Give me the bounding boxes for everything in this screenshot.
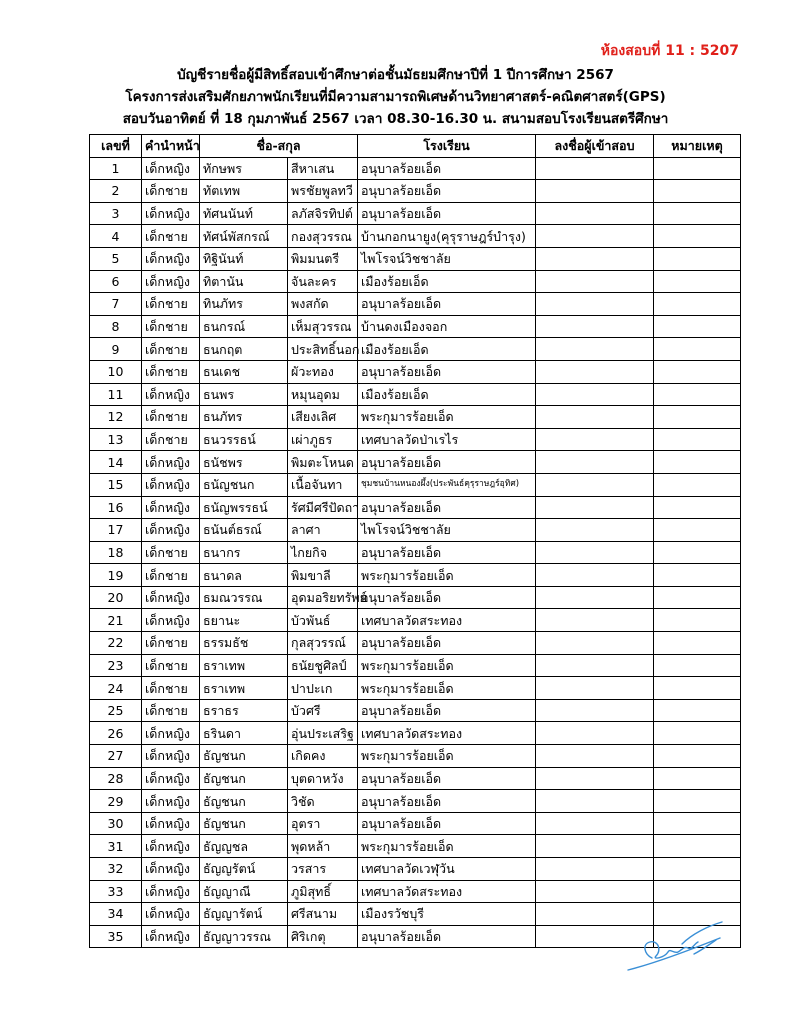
row-prefix: เด็กชาย <box>142 225 200 248</box>
row-first-name: ธรรมธัช <box>200 632 288 655</box>
row-number: 1 <box>90 157 142 180</box>
row-note-cell <box>654 338 741 361</box>
row-first-name: ธนัญพรรธน์ <box>200 496 288 519</box>
row-prefix: เด็กหญิง <box>142 496 200 519</box>
row-last-name: วิชัด <box>288 790 358 813</box>
table-row <box>90 699 741 722</box>
row-first-name: ธนาดล <box>200 564 288 587</box>
row-note-cell <box>654 586 741 609</box>
row-first-name: ทินภัทร <box>200 293 288 316</box>
row-school: อนุบาลร้อยเอ็ด <box>358 699 536 722</box>
row-note-cell <box>654 473 741 496</box>
row-first-name: ธัญชนก <box>200 812 288 835</box>
table-row <box>90 315 741 338</box>
row-note-cell <box>654 225 741 248</box>
row-prefix: เด็กชาย <box>142 406 200 429</box>
header-sign: ลงชื่อผู้เข้าสอบ <box>536 135 654 158</box>
row-number: 22 <box>90 632 142 655</box>
row-first-name: ทักษพร <box>200 157 288 180</box>
row-prefix: เด็กหญิง <box>142 790 200 813</box>
row-sign-cell <box>536 247 654 270</box>
row-number: 21 <box>90 609 142 632</box>
row-prefix: เด็กหญิง <box>142 880 200 903</box>
row-number: 19 <box>90 564 142 587</box>
row-last-name: อุดมอริยทรัพย์ <box>288 586 358 609</box>
row-first-name: ธยานะ <box>200 609 288 632</box>
row-prefix: เด็กหญิง <box>142 903 200 926</box>
row-last-name: บุตดาหวัง <box>288 767 358 790</box>
row-last-name: พิมตะโหนด <box>288 451 358 474</box>
row-last-name: ไกยกิจ <box>288 541 358 564</box>
row-note-cell <box>654 180 741 203</box>
row-school: อนุบาลร้อยเอ็ด <box>358 293 536 316</box>
row-last-name: ประสิทธิ์นอก <box>288 338 358 361</box>
row-prefix: เด็กหญิง <box>142 745 200 768</box>
row-prefix: เด็กชาย <box>142 180 200 203</box>
row-sign-cell <box>536 496 654 519</box>
table-row <box>90 270 741 293</box>
table-row <box>90 790 741 813</box>
row-last-name: รัศมีศรีปัดถา <box>288 496 358 519</box>
row-first-name: ธัญญาณี <box>200 880 288 903</box>
row-school: บ้านกอกนายูง(คุรุราษฎร์บำรุง) <box>358 225 536 248</box>
row-prefix: เด็กหญิง <box>142 586 200 609</box>
title-line-2: โครงการส่งเสริมศักยภาพนักเรียนที่มีความสามารถพิเศษด้านวิทยาศาสตร์-คณิตศาสตร์(GPS) <box>125 89 666 105</box>
row-prefix: เด็กหญิง <box>142 609 200 632</box>
row-number: 16 <box>90 496 142 519</box>
row-last-name: ลภัสจิรทิปต์ <box>288 202 358 225</box>
table-row <box>90 225 741 248</box>
row-number: 29 <box>90 790 142 813</box>
row-prefix: เด็กหญิง <box>142 767 200 790</box>
row-note-cell <box>654 293 741 316</box>
row-school: พระกุมารร้อยเอ็ด <box>358 654 536 677</box>
row-number: 10 <box>90 360 142 383</box>
header-name: ชื่อ-สกุล <box>200 135 358 158</box>
row-first-name: ธัญชนก <box>200 767 288 790</box>
row-number: 31 <box>90 835 142 858</box>
row-note-cell <box>654 428 741 451</box>
row-school: อนุบาลร้อยเอ็ด <box>358 496 536 519</box>
row-last-name: ผัวะทอง <box>288 360 358 383</box>
exam-room-label: ห้องสอบที่ 11 : 5207 <box>600 43 739 59</box>
row-school: อนุบาลร้อยเอ็ด <box>358 925 536 948</box>
row-prefix: เด็กชาย <box>142 632 200 655</box>
row-number: 15 <box>90 473 142 496</box>
row-sign-cell <box>536 338 654 361</box>
row-last-name: เสียงเลิศ <box>288 406 358 429</box>
row-note-cell <box>654 745 741 768</box>
row-school: เมืองร้อยเอ็ด <box>358 338 536 361</box>
row-sign-cell <box>536 767 654 790</box>
table-row <box>90 202 741 225</box>
row-last-name: อุ่นประเสริฐ <box>288 722 358 745</box>
row-last-name: อุตรา <box>288 812 358 835</box>
row-number: 27 <box>90 745 142 768</box>
row-note-cell <box>654 406 741 429</box>
row-number: 8 <box>90 315 142 338</box>
row-sign-cell <box>536 360 654 383</box>
row-first-name: ธมณวรรณ <box>200 586 288 609</box>
table-row <box>90 383 741 406</box>
row-sign-cell <box>536 473 654 496</box>
row-sign-cell <box>536 586 654 609</box>
row-sign-cell <box>536 428 654 451</box>
table-row <box>90 541 741 564</box>
row-sign-cell <box>536 632 654 655</box>
row-number: 25 <box>90 699 142 722</box>
table-row <box>90 835 741 858</box>
row-note-cell <box>654 383 741 406</box>
row-number: 7 <box>90 293 142 316</box>
row-school: พระกุมารร้อยเอ็ด <box>358 745 536 768</box>
row-note-cell <box>654 699 741 722</box>
row-sign-cell <box>536 564 654 587</box>
row-school: เทศบาลวัดสระทอง <box>358 880 536 903</box>
table-row <box>90 654 741 677</box>
row-note-cell <box>654 677 741 700</box>
row-prefix: เด็กชาย <box>142 654 200 677</box>
row-note-cell <box>654 360 741 383</box>
row-school: เมืองร้อยเอ็ด <box>358 383 536 406</box>
row-first-name: ทิตานัน <box>200 270 288 293</box>
row-prefix: เด็กหญิง <box>142 451 200 474</box>
row-number: 2 <box>90 180 142 203</box>
table-row <box>90 564 741 587</box>
row-first-name: ธนเดช <box>200 360 288 383</box>
row-prefix: เด็กหญิง <box>142 925 200 948</box>
table-row <box>90 496 741 519</box>
row-school: อนุบาลร้อยเอ็ด <box>358 812 536 835</box>
table-row <box>90 586 741 609</box>
row-first-name: ธราธร <box>200 699 288 722</box>
row-sign-cell <box>536 699 654 722</box>
row-first-name: ธัญชนก <box>200 790 288 813</box>
row-school: พระกุมารร้อยเอ็ด <box>358 406 536 429</box>
row-prefix: เด็กหญิง <box>142 722 200 745</box>
row-note-cell <box>654 247 741 270</box>
row-prefix: เด็กหญิง <box>142 270 200 293</box>
row-number: 20 <box>90 586 142 609</box>
row-note-cell <box>654 157 741 180</box>
table-row <box>90 293 741 316</box>
row-last-name: สีหาเสน <box>288 157 358 180</box>
row-note-cell <box>654 315 741 338</box>
row-school: เทศบาลวัดสระทอง <box>358 722 536 745</box>
row-last-name: จันละคร <box>288 270 358 293</box>
row-first-name: ธราเทพ <box>200 654 288 677</box>
row-last-name: พงสกัด <box>288 293 358 316</box>
row-prefix: เด็กหญิง <box>142 383 200 406</box>
row-school: อนุบาลร้อยเอ็ด <box>358 202 536 225</box>
row-last-name: ภูมิสุทธิ์ <box>288 880 358 903</box>
row-note-cell <box>654 496 741 519</box>
row-last-name: เนื้อจันทา <box>288 473 358 496</box>
row-prefix: เด็กหญิง <box>142 812 200 835</box>
row-last-name: พรชัยพูลทวี <box>288 180 358 203</box>
row-number: 14 <box>90 451 142 474</box>
row-last-name: บัวพันธ์ <box>288 609 358 632</box>
table-row <box>90 338 741 361</box>
table-row <box>90 157 741 180</box>
row-last-name: ศรีสนาม <box>288 903 358 926</box>
header-school: โรงเรียน <box>358 135 536 158</box>
row-number: 35 <box>90 925 142 948</box>
row-number: 23 <box>90 654 142 677</box>
row-school: ไพโรจน์วิชชาลัย <box>358 519 536 542</box>
table-header-row <box>90 135 741 158</box>
row-prefix: เด็กหญิง <box>142 519 200 542</box>
row-first-name: ธนกฤต <box>200 338 288 361</box>
row-number: 4 <box>90 225 142 248</box>
row-prefix: เด็กชาย <box>142 360 200 383</box>
row-note-cell <box>654 609 741 632</box>
row-school: อนุบาลร้อยเอ็ด <box>358 541 536 564</box>
row-prefix: เด็กหญิง <box>142 858 200 881</box>
row-number: 11 <box>90 383 142 406</box>
row-school: เมืองร้อยเอ็ด <box>358 270 536 293</box>
row-note-cell <box>654 654 741 677</box>
row-note-cell <box>654 767 741 790</box>
row-last-name: พุดหล้า <box>288 835 358 858</box>
table-row <box>90 767 741 790</box>
row-school: บ้านดงเมืองจอก <box>358 315 536 338</box>
row-sign-cell <box>536 157 654 180</box>
row-prefix: เด็กชาย <box>142 428 200 451</box>
row-school: พระกุมารร้อยเอ็ด <box>358 677 536 700</box>
row-note-cell <box>654 564 741 587</box>
row-school: อนุบาลร้อยเอ็ด <box>358 157 536 180</box>
row-sign-cell <box>536 858 654 881</box>
row-prefix: เด็กชาย <box>142 699 200 722</box>
row-note-cell <box>654 835 741 858</box>
table-row <box>90 519 741 542</box>
row-prefix: เด็กชาย <box>142 564 200 587</box>
row-school: พระกุมารร้อยเอ็ด <box>358 564 536 587</box>
row-school: อนุบาลร้อยเอ็ด <box>358 790 536 813</box>
row-prefix: เด็กชาย <box>142 541 200 564</box>
row-number: 26 <box>90 722 142 745</box>
row-school: เทศบาลวัดสระทอง <box>358 609 536 632</box>
row-school: ชุมชนบ้านหนองผึ้ง(ประพันธ์คุรุราษฎร์อุทิศ) <box>358 473 536 496</box>
row-first-name: ทัศนนันท์ <box>200 202 288 225</box>
row-note-cell <box>654 812 741 835</box>
row-school: อนุบาลร้อยเอ็ด <box>358 451 536 474</box>
title-line-1: บัญชีรายชื่อผู้มีสิทธิ์สอบเข้าศึกษาต่อชั้นมัธยมศึกษาปีที่ 1 ปีการศึกษา 2567 <box>177 67 614 83</box>
row-first-name: ธราเทพ <box>200 677 288 700</box>
row-last-name: ธนัยชูศิลป์ <box>288 654 358 677</box>
row-prefix: เด็กชาย <box>142 315 200 338</box>
row-school: พระกุมารร้อยเอ็ด <box>358 835 536 858</box>
table-row <box>90 406 741 429</box>
table-row <box>90 677 741 700</box>
header-note: หมายเหตุ <box>654 135 741 158</box>
row-first-name: ธนันต์ธรณ์ <box>200 519 288 542</box>
row-number: 28 <box>90 767 142 790</box>
row-prefix: เด็กหญิง <box>142 202 200 225</box>
table-row <box>90 722 741 745</box>
row-last-name: ลาศา <box>288 519 358 542</box>
student-roster-table <box>89 134 741 948</box>
row-first-name: ธัญญาวรรณ <box>200 925 288 948</box>
row-sign-cell <box>536 880 654 903</box>
row-note-cell <box>654 451 741 474</box>
row-last-name: วรสาร <box>288 858 358 881</box>
row-first-name: ทัศน์พัสกรณ์ <box>200 225 288 248</box>
row-number: 30 <box>90 812 142 835</box>
table-row <box>90 812 741 835</box>
row-sign-cell <box>536 745 654 768</box>
table-row <box>90 180 741 203</box>
row-last-name: เผ่าภูธร <box>288 428 358 451</box>
row-sign-cell <box>536 609 654 632</box>
row-note-cell <box>654 270 741 293</box>
row-prefix: เด็กชาย <box>142 293 200 316</box>
table-row <box>90 473 741 496</box>
row-last-name: เกิดคง <box>288 745 358 768</box>
row-number: 33 <box>90 880 142 903</box>
row-note-cell <box>654 722 741 745</box>
row-sign-cell <box>536 790 654 813</box>
row-school: อนุบาลร้อยเอ็ด <box>358 586 536 609</box>
row-school: อนุบาลร้อยเอ็ด <box>358 767 536 790</box>
row-number: 24 <box>90 677 142 700</box>
row-sign-cell <box>536 541 654 564</box>
row-school: ไพโรจน์วิชชาลัย <box>358 247 536 270</box>
row-sign-cell <box>536 383 654 406</box>
row-sign-cell <box>536 654 654 677</box>
row-sign-cell <box>536 202 654 225</box>
row-note-cell <box>654 202 741 225</box>
document-title-block <box>0 64 791 130</box>
row-last-name: กองสุวรรณ <box>288 225 358 248</box>
row-sign-cell <box>536 406 654 429</box>
table-row <box>90 745 741 768</box>
row-school: อนุบาลร้อยเอ็ด <box>358 360 536 383</box>
row-last-name: เห็มสุวรรณ <box>288 315 358 338</box>
row-note-cell <box>654 880 741 903</box>
row-number: 3 <box>90 202 142 225</box>
table-body <box>90 157 741 948</box>
row-prefix: เด็กหญิง <box>142 835 200 858</box>
row-last-name: พิมมนตรี <box>288 247 358 270</box>
row-number: 12 <box>90 406 142 429</box>
header-prefix: คำนำหน้า <box>142 135 200 158</box>
row-first-name: ธนวรรธน์ <box>200 428 288 451</box>
table-row <box>90 451 741 474</box>
row-last-name: ปาปะเก <box>288 677 358 700</box>
row-first-name: ธัญญารัตน์ <box>200 903 288 926</box>
row-sign-cell <box>536 519 654 542</box>
row-first-name: ธรินดา <box>200 722 288 745</box>
row-first-name: ทิฐินันท์ <box>200 247 288 270</box>
row-first-name: ทัตเทพ <box>200 180 288 203</box>
row-note-cell <box>654 632 741 655</box>
row-sign-cell <box>536 293 654 316</box>
header-no: เลขที่ <box>90 135 142 158</box>
row-number: 34 <box>90 903 142 926</box>
row-prefix: เด็กชาย <box>142 677 200 700</box>
row-sign-cell <box>536 315 654 338</box>
row-last-name: พิมขาลี <box>288 564 358 587</box>
row-sign-cell <box>536 722 654 745</box>
row-number: 5 <box>90 247 142 270</box>
row-last-name: บัวศรี <box>288 699 358 722</box>
row-first-name: ธนภัทร <box>200 406 288 429</box>
row-number: 6 <box>90 270 142 293</box>
row-school: เทศบาลวัดเวฬุวัน <box>358 858 536 881</box>
row-note-cell <box>654 858 741 881</box>
row-first-name: ธนกรณ์ <box>200 315 288 338</box>
row-number: 13 <box>90 428 142 451</box>
table-row <box>90 360 741 383</box>
row-last-name: กุลสุวรรณ์ <box>288 632 358 655</box>
row-number: 9 <box>90 338 142 361</box>
row-sign-cell <box>536 451 654 474</box>
table-row <box>90 247 741 270</box>
row-number: 32 <box>90 858 142 881</box>
title-line-3: สอบวันอาทิตย์ ที่ 18 กุมภาพันธ์ 2567 เวลา 08.30-16.30 น. สนามสอบโรงเรียนสตรีศึกษา <box>122 111 669 127</box>
row-number: 17 <box>90 519 142 542</box>
table-row <box>90 632 741 655</box>
row-number: 18 <box>90 541 142 564</box>
row-note-cell <box>654 519 741 542</box>
row-note-cell <box>654 790 741 813</box>
row-prefix: เด็กหญิง <box>142 247 200 270</box>
row-note-cell <box>654 541 741 564</box>
row-last-name: หมุนอุดม <box>288 383 358 406</box>
row-first-name: ธัญญรัตน์ <box>200 858 288 881</box>
row-prefix: เด็กชาย <box>142 338 200 361</box>
row-sign-cell <box>536 225 654 248</box>
row-school: เมืองรวัชบุรี <box>358 903 536 926</box>
row-sign-cell <box>536 180 654 203</box>
row-last-name: ศิริเกตุ <box>288 925 358 948</box>
row-first-name: ธัญญชล <box>200 835 288 858</box>
row-first-name: ธนัญชนก <box>200 473 288 496</box>
row-school: อนุบาลร้อยเอ็ด <box>358 632 536 655</box>
row-sign-cell <box>536 835 654 858</box>
row-first-name: ธนากร <box>200 541 288 564</box>
table-row <box>90 428 741 451</box>
row-sign-cell <box>536 677 654 700</box>
table-row <box>90 858 741 881</box>
row-first-name: ธนัชพร <box>200 451 288 474</box>
row-prefix: เด็กหญิง <box>142 473 200 496</box>
signature-image <box>622 914 732 976</box>
table-row <box>90 609 741 632</box>
row-prefix: เด็กหญิง <box>142 157 200 180</box>
row-school: อนุบาลร้อยเอ็ด <box>358 180 536 203</box>
row-first-name: ธัญชนก <box>200 745 288 768</box>
row-sign-cell <box>536 270 654 293</box>
table-row <box>90 880 741 903</box>
row-first-name: ธนพร <box>200 383 288 406</box>
row-school: เทศบาลวัดป่าเรไร <box>358 428 536 451</box>
row-sign-cell <box>536 812 654 835</box>
